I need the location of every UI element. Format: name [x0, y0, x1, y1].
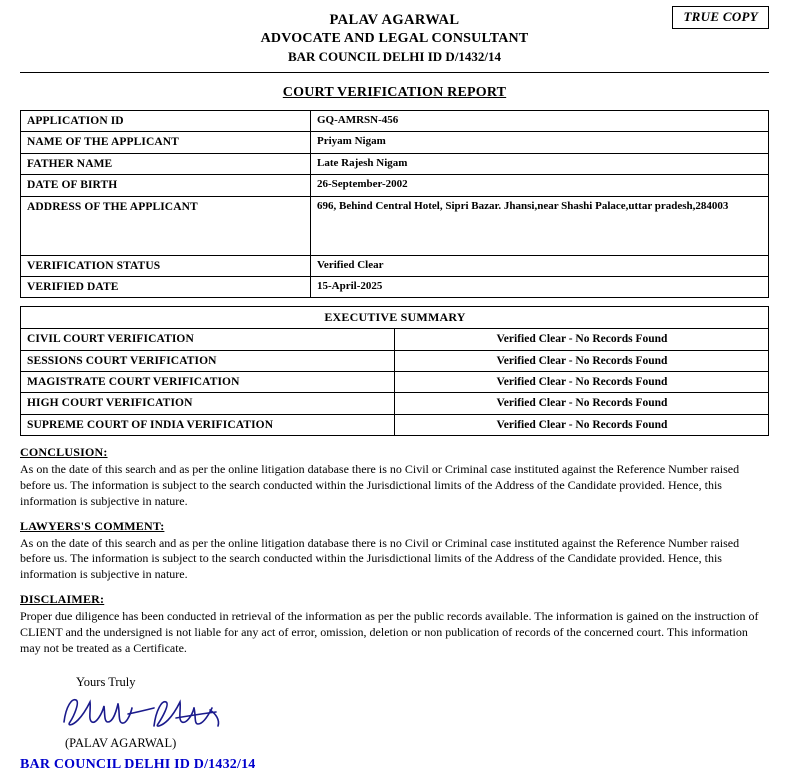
table-row: [21, 196, 769, 255]
header-divider: [20, 72, 769, 73]
executive-summary-heading: EXECUTIVE SUMMARY: [21, 307, 769, 329]
summary-label: SESSIONS COURT VERIFICATION: [21, 350, 395, 371]
detail-value: 15-April-2025: [311, 276, 769, 297]
lawyers-comment-body: As on the date of this search and as per the online litigation database there is no Civil or Criminal case instituted against the Reference Number raised before us. The information is subject to the search conducted within the Jurisdictional limits of the Address of the Candidate provided. Hence, this information is subjective in nature.: [20, 535, 740, 582]
table-row: [21, 276, 769, 297]
detail-value: 696, Behind Central Hotel, Sipri Bazar. Jhansi,near Shashi Palace,uttar pradesh,284003: [311, 196, 769, 255]
table-row: [21, 329, 769, 350]
lawyers-comment-title: LAWYERS'S COMMENT:: [20, 518, 165, 533]
detail-value: Verified Clear: [311, 255, 769, 276]
table-row: [21, 153, 769, 174]
footer-bar-council-id: BAR COUNCIL DELHI ID D/1432/14: [20, 756, 256, 772]
detail-value: Priyam Nigam: [311, 132, 769, 153]
true-copy-stamp: TRUE COPY: [672, 6, 769, 29]
table-row: [21, 255, 769, 276]
summary-label: HIGH COURT VERIFICATION: [21, 393, 395, 414]
detail-label: VERIFICATION STATUS: [21, 255, 311, 276]
summary-label: MAGISTRATE COURT VERIFICATION: [21, 372, 395, 393]
conclusion-title: CONCLUSION:: [20, 445, 108, 460]
closing-salutation: Yours Truly: [76, 674, 136, 689]
detail-value: GQ-AMRSN-456: [311, 111, 769, 132]
table-row: [21, 414, 769, 435]
detail-label: APPLICATION ID: [21, 111, 311, 132]
detail-label: NAME OF THE APPLICANT: [21, 132, 311, 153]
summary-result: Verified Clear - No Records Found: [395, 414, 769, 435]
detail-label: VERIFIED DATE: [21, 276, 311, 297]
advocate-designation: ADVOCATE AND LEGAL CONSULTANT: [260, 31, 529, 46]
table-row: [21, 372, 769, 393]
lawyers-comment-section: [20, 519, 769, 583]
executive-summary-table: [20, 306, 769, 436]
table-row: [21, 393, 769, 414]
table-row: [21, 350, 769, 371]
disclaimer-section: [20, 592, 769, 656]
table-row: [21, 111, 769, 132]
summary-result: Verified Clear - No Records Found: [395, 372, 769, 393]
advocate-name: PALAV AGARWAL: [329, 12, 460, 28]
conclusion-section: [20, 445, 769, 509]
summary-label: CIVIL COURT VERIFICATION: [21, 329, 395, 350]
detail-value: 26-September-2002: [311, 175, 769, 196]
signatory-name: (PALAV AGARWAL): [65, 735, 177, 750]
executive-summary-heading-row: [21, 307, 769, 329]
disclaimer-title: DISCLAIMER:: [20, 592, 105, 607]
applicant-details-table: [20, 110, 769, 298]
detail-label: DATE OF BIRTH: [21, 175, 311, 196]
detail-label: ADDRESS OF THE APPLICANT: [21, 196, 311, 255]
table-spacer: [20, 298, 769, 306]
conclusion-body: As on the date of this search and as per the online litigation database there is no Civil or Criminal case instituted against the Reference Number raised before us. The information is subject to the search conducted within the Jurisdictional limits of the Address of the Candidate provided. Hence, this information is subjective in nature.: [20, 462, 740, 508]
page-title: COURT VERIFICATION REPORT: [282, 85, 507, 100]
table-row: [21, 132, 769, 153]
table-row: [21, 175, 769, 196]
summary-result: Verified Clear - No Records Found: [395, 350, 769, 371]
letterhead-bar-council-id: BAR COUNCIL DELHI ID D/1432/14: [287, 49, 502, 64]
letterhead: [20, 8, 769, 65]
signature-icon: [58, 692, 769, 734]
summary-result: Verified Clear - No Records Found: [395, 329, 769, 350]
detail-label: FATHER NAME: [21, 153, 311, 174]
disclaimer-body: Proper due diligence has been conducted in retrieval of the information as per the public records available. The information is gained on the instruction of CLIENT and the undersigned is not liable for any act of error, omission, deletion or non publication of records of the concerned court. This information may not be treated as a Certificate.: [20, 609, 759, 655]
summary-label: SUPREME COURT OF INDIA VERIFICATION: [21, 414, 395, 435]
detail-value: Late Rajesh Nigam: [311, 153, 769, 174]
summary-result: Verified Clear - No Records Found: [395, 393, 769, 414]
